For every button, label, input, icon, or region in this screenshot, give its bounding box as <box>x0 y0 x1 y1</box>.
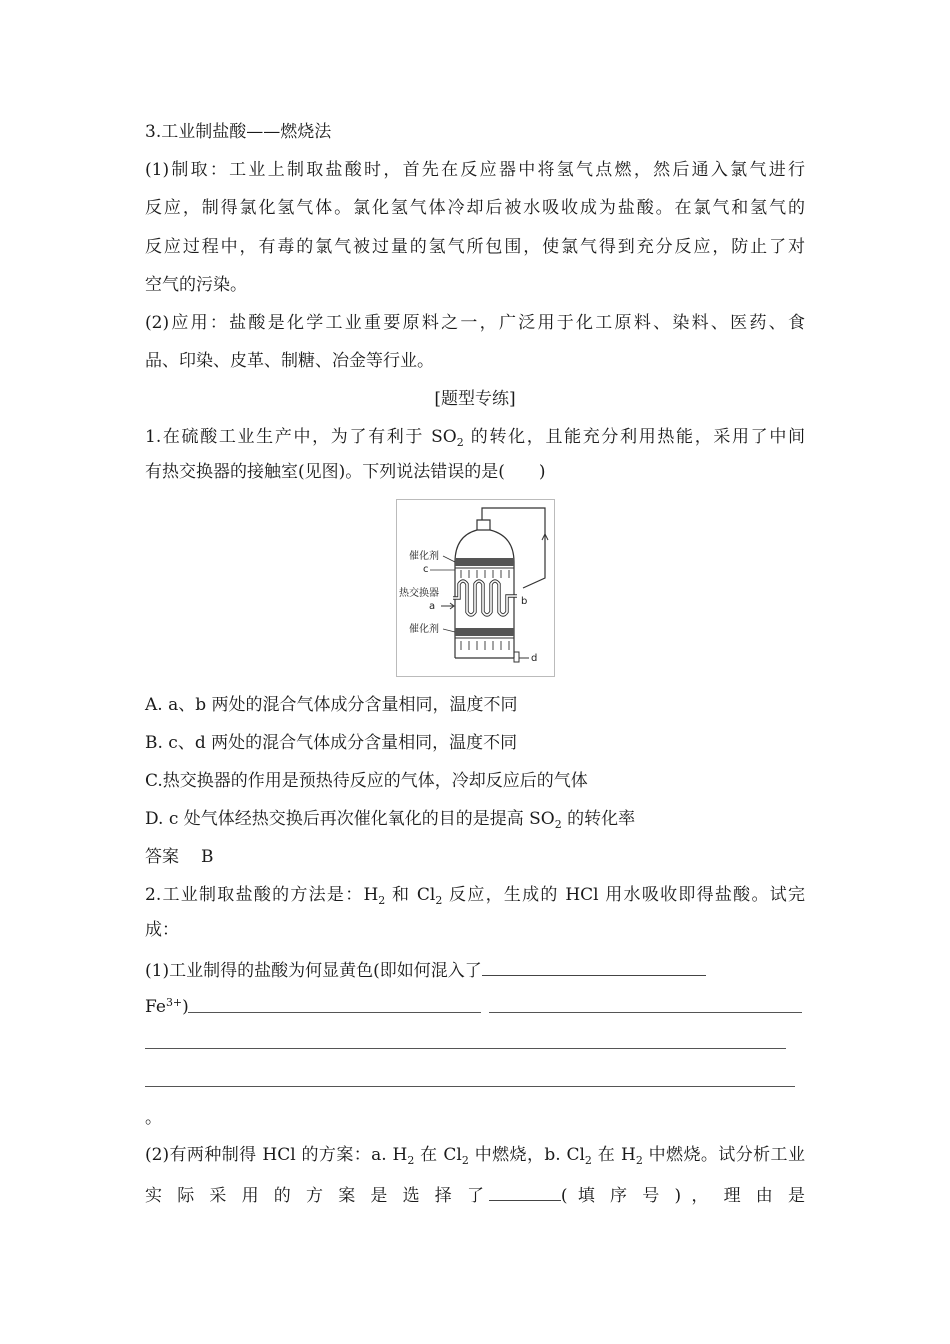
upper-catalyst-bed <box>455 558 514 566</box>
option-d: D. c 处气体经热交换后再次催化氧化的目的是提高 $SO_2$ 的转化率 <box>145 809 636 831</box>
label-d: d <box>531 653 538 664</box>
answer-line <box>145 845 214 869</box>
paragraph-line: 反应过程中，有毒的氯气被过量的氢气所包围，使氯气得到充分反应，防止了对 <box>145 237 805 257</box>
paragraph-line: (2)应用：盐酸是化学工业重要原料之一，广泛用于化工原料、染料、医药、食 <box>145 313 805 333</box>
answer-line-rule[interactable] <box>145 1048 786 1049</box>
label-b: b <box>521 596 528 607</box>
paragraph-line: (1)制取：工业上制取盐酸时，首先在反应器中将氢气点燃，然后通入氯气进行 <box>145 160 805 180</box>
contact-chamber-diagram <box>397 500 554 676</box>
question-1-stem: 1.在硫酸工业生产中，为了有利于 $SO_2$ 的转化，且能充分利用热能，采用了中间 <box>145 427 805 449</box>
question-2-stem-line2: 成： <box>145 920 179 940</box>
answer-line-rule[interactable] <box>188 1012 481 1013</box>
question-1-stem-line2: 有热交换器的接触室(见图)。下列说法错误的是( ) <box>145 462 546 482</box>
section-heading: [题型专练] <box>434 389 516 409</box>
paragraph-line: 反应，制得氯化氢气体。氯化氢气体冷却后被水吸收成为盐酸。在氯气和氢气的 <box>145 198 805 218</box>
option-b: B. c、d 两处的混合气体成分含量相同，温度不同 <box>145 733 518 753</box>
label-catalyst-upper: 催化剂 <box>409 551 439 562</box>
section-title: 3.工业制盐酸——燃烧法 <box>145 122 332 142</box>
paragraph-line: 空气的污染。 <box>145 275 247 295</box>
answer-label: 答案 <box>145 847 179 867</box>
period-mark: 。 <box>145 1108 162 1128</box>
question-2-stem: 2.工业制取盐酸的方法是：$H_2$ 和 $Cl_2$ 反应，生成的 HCl 用水吸收即得盐酸。试完 <box>145 885 805 907</box>
question-2-part2-line2: 实 际 采 用 的 方 案 是 选 择 了 ( 填 序 号 ) ， 理 由 是 <box>145 1182 805 1208</box>
answer-line-rule[interactable] <box>145 1086 795 1087</box>
answer-blank[interactable] <box>489 1182 561 1201</box>
answer-line-rule[interactable] <box>489 1012 802 1013</box>
question-2-part1-fe: $Fe^{3+}$) <box>145 996 189 1017</box>
label-a: a <box>429 601 436 612</box>
label-c: c <box>423 564 429 575</box>
lower-catalyst-bed <box>455 628 514 636</box>
answer-blank[interactable] <box>482 957 706 976</box>
question-2-part2: (2)有两种制得 HCl 的方案：a. $H_2$ 在 $Cl_2$ 中燃烧，b. $Cl_2$ 在 $H_2$ 中燃烧。试分析工业 <box>145 1145 805 1167</box>
label-catalyst-lower: 催化剂 <box>409 624 439 635</box>
question-2-part1: (1)工业制得的盐酸为何显黄色(即如何混入了 <box>145 957 706 983</box>
label-heat-exchanger: 热交换器 <box>399 588 439 599</box>
answer-value: B <box>201 847 214 867</box>
option-c: C.热交换器的作用是预热待反应的气体，冷却反应后的气体 <box>145 771 588 791</box>
paragraph-line: 品、印染、皮革、制糖、冶金等行业。 <box>145 351 434 371</box>
option-a: A. a、b 两处的混合气体成分含量相同，温度不同 <box>145 695 518 715</box>
contact-chamber-figure <box>396 499 555 677</box>
